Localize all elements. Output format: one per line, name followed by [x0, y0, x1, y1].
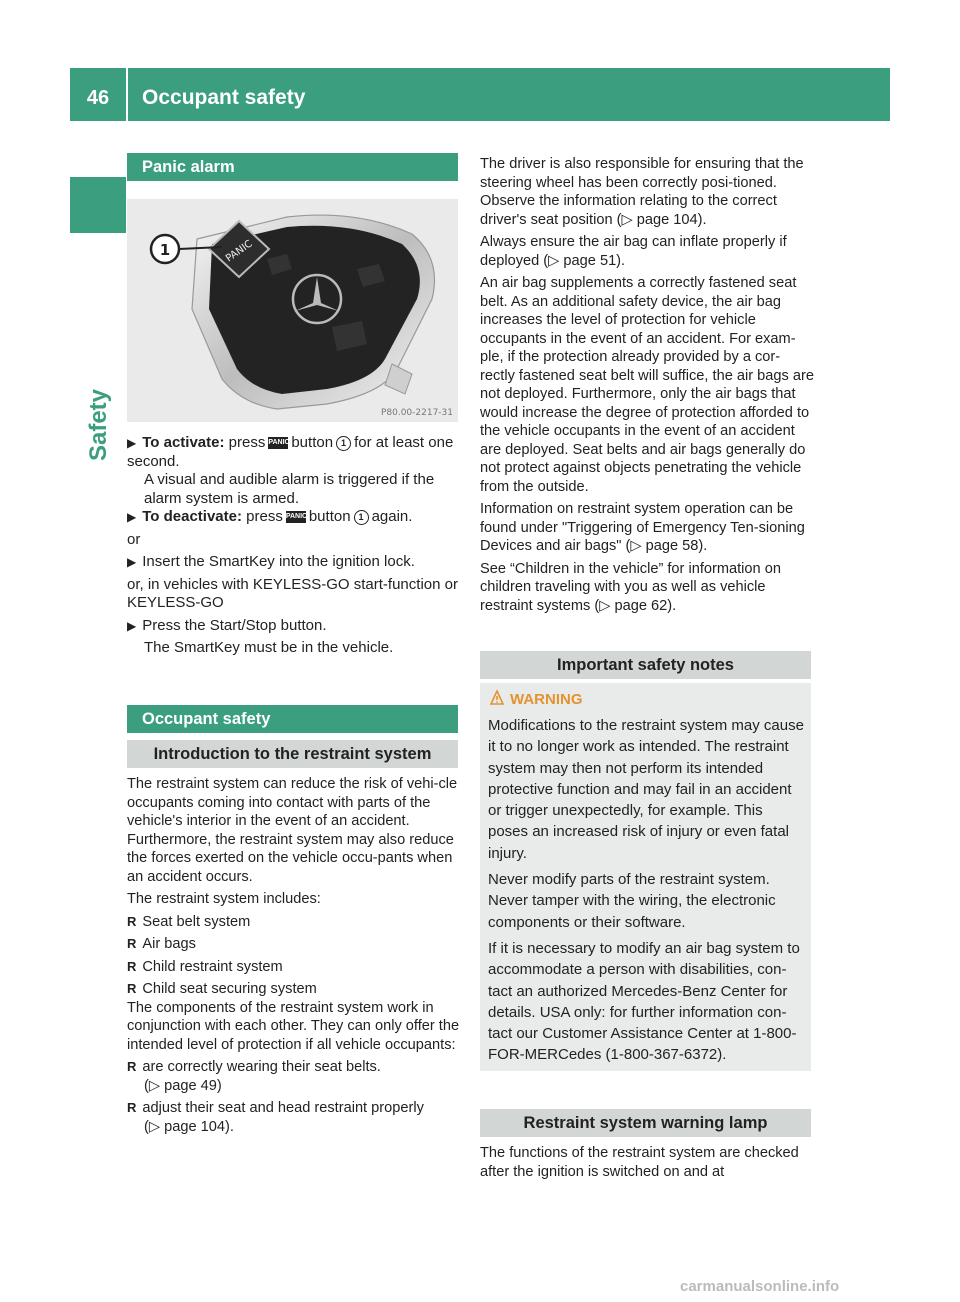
children-paragraph: See “Children in the vehicle” for information on children traveling with you as well as vehicle restraint systems (▷ page 62). — [480, 560, 781, 614]
header-divider — [126, 68, 128, 121]
includes-text: The restraint system includes: — [127, 891, 321, 907]
deactivate-step: ▶ To deactivate: press PANIC button 1 again. — [127, 508, 413, 525]
callout-number: 1 — [159, 241, 171, 259]
bullet-icon: R — [127, 1059, 137, 1074]
panic-button-icon: PANIC — [268, 437, 288, 449]
bullet-icon: R — [127, 981, 137, 996]
list-item: R Air bags — [127, 936, 196, 952]
step-arrow-icon: ▶ — [127, 618, 137, 633]
list-item: R adjust their seat and head restraint properly — [127, 1100, 424, 1116]
warning-lamp-body: The functions of the restraint system are checked after the ignition is switched on and at — [480, 1145, 799, 1180]
insert-step: ▶ Insert the SmartKey into the ignition lock. — [127, 553, 415, 570]
step-arrow-icon: ▶ — [127, 436, 137, 450]
activate-note: A visual and audible alarm is triggered if the alarm system is armed. — [144, 471, 435, 507]
press-step: ▶ Press the Start/Stop button. — [127, 616, 327, 634]
panic-alarm-heading: Panic alarm — [127, 153, 458, 181]
page-header — [70, 68, 890, 121]
list-item: R Seat belt system — [127, 913, 251, 930]
introduction-heading: Introduction to the restraint system — [127, 740, 458, 768]
section-marker — [70, 177, 126, 233]
activate-step: ▶ To activate: press PANIC button 1 for at least one second. — [127, 434, 454, 470]
panic-key-label: PANIC — [223, 238, 255, 265]
important-safety-heading: Important safety notes — [480, 651, 811, 679]
bullet-icon: R — [127, 958, 137, 974]
warning-text — [488, 715, 806, 1071]
step-arrow-icon: ▶ — [127, 555, 137, 569]
press-note: The SmartKey must be in the vehicle. — [144, 639, 394, 656]
right-column-body — [480, 155, 814, 615]
watermark: carmanualsonline.info — [680, 1278, 840, 1295]
intro-paragraph: The restraint system can reduce the risk of vehi-cle occupants coming into contact with parts of the vehicle's interior in the event of an accident. Furthermore, the restraint system may also reduce the forces exerted on the vehicle occu-pants when an accident occurs. — [127, 776, 458, 885]
list-item: R Child restraint system — [127, 958, 283, 975]
or-text: or — [127, 530, 141, 548]
warning-icon — [490, 690, 504, 706]
occupant-safety-heading: Occupant safety — [127, 705, 458, 733]
panic-button-icon: PANIC — [286, 511, 306, 523]
image-code: P80.00-2217-31 — [380, 408, 453, 418]
smartkey-illustration — [127, 199, 458, 422]
page-reference: (▷ page 49) — [144, 1077, 222, 1094]
smartkey-image — [127, 199, 458, 422]
callout-1-icon: 1 — [336, 436, 351, 451]
step-arrow-icon: ▶ — [127, 510, 137, 524]
bullet-icon: R — [127, 913, 137, 929]
components-paragraph: The components of the restraint system work in conjunction with each other. They can only offer the intended level of protection if all vehicle occupants: — [127, 999, 460, 1053]
bullet-icon: R — [127, 936, 137, 951]
warning-heading: WARNING — [490, 690, 583, 708]
keyless-text: or, in vehicles with KEYLESS-GO start-function or KEYLESS-GO — [127, 575, 458, 611]
airbag-supplement-paragraph: An air bag supplements a correctly fastened seat belt. As an additional safety device, the air bag increases the level of protection for vehicle occupants in the event of an accident. For exam-ple, if the protection already provided by a cor-rectly fastened seat belt will suffice, the air bags are not deployed. Furthermore, only the air bags that would increase the degree of protection afforded to the vehicle occupants in the event of an accident are deployed. Seat belts and air bags generally do not protect against objects penetrating the vehicle from the outside. — [480, 275, 814, 495]
introduction-body — [127, 775, 461, 1136]
side-section-text: Safety — [85, 388, 112, 462]
callout-1-icon: 1 — [354, 510, 369, 525]
side-section-label — [74, 375, 124, 475]
panic-instructions — [127, 434, 458, 658]
list-item: R are correctly wearing their seat belts. — [127, 1059, 381, 1075]
page-reference: (▷ page 104). — [144, 1118, 234, 1135]
warning-paragraph: Never modify parts of the restraint system. Never tamper with the wiring, the electronic components or their software. — [488, 871, 776, 931]
warning-paragraph: If it is necessary to modify an air bag system to accommodate a person with disabilities, con-tact an authorized Mercedes-Benz Center for details. USA only: for further information con-tact our Customer Assistance Center at 1-800-FOR-MERCedes (1-800-367-6372). — [488, 939, 800, 1064]
page-title: Occupant safety — [142, 86, 306, 109]
operation-info-paragraph: Information on restraint system operation can be found under "Triggering of Emergency Ten-sioning Devices and air bags" (▷ page 58). — [480, 501, 805, 554]
list-item: R Child seat securing system — [127, 981, 317, 997]
warning-lamp-heading: Restraint system warning lamp — [480, 1109, 811, 1137]
driver-paragraph: The driver is also responsible for ensuring that the steering wheel has been correctly posi-tioned. Observe the information relating to the correct driver's seat position (▷ page 104). — [480, 156, 804, 228]
bullet-icon: R — [127, 1100, 137, 1115]
warning-paragraph: Modifications to the restraint system may cause it to no longer work as intended. The restraint system may then not perform its intended protective function and may fail in an accident or trigger unexpectedly, for example. This poses an increased risk of injury or even fatal injury. — [488, 717, 804, 862]
airbag-inflate-paragraph: Always ensure the air bag can inflate properly if deployed (▷ page 51). — [480, 234, 787, 269]
page-number: 46 — [86, 87, 110, 109]
